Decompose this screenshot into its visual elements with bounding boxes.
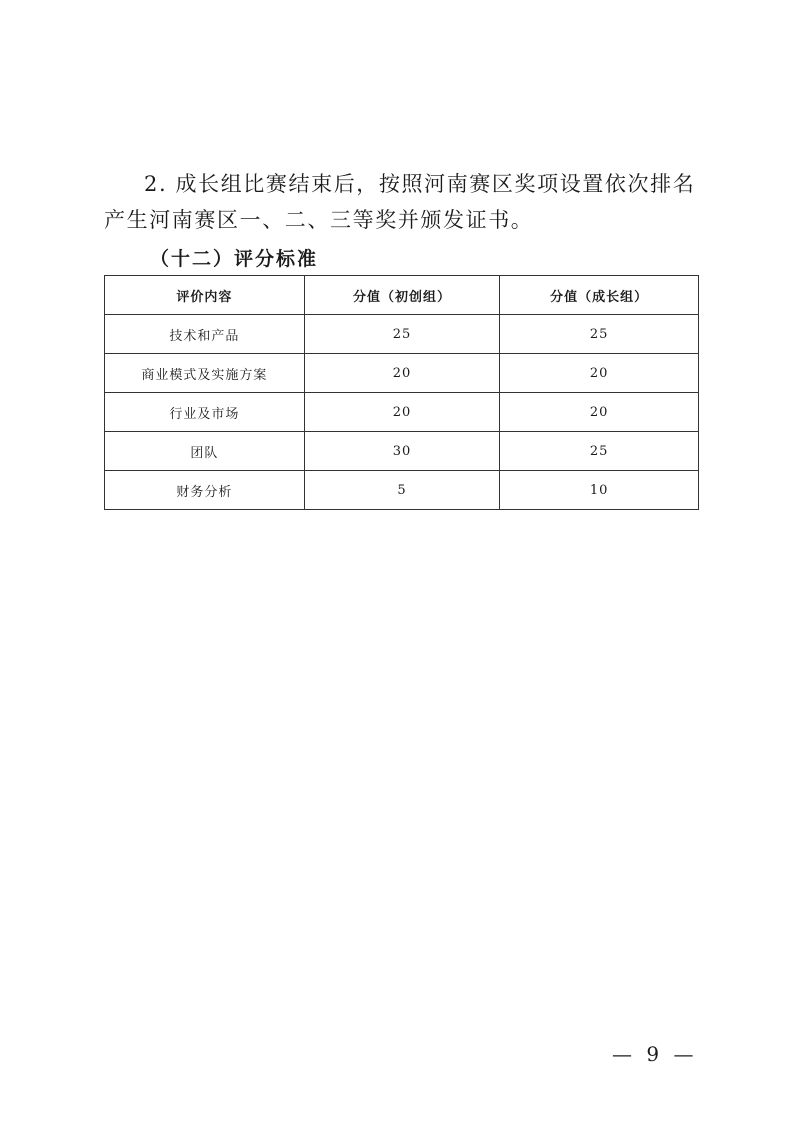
page-number: — 9 — [612, 1042, 698, 1066]
body-paragraph-text: 2. 成长组比赛结束后，按照河南赛区奖项设置依次排名产生河南赛区一、二、三等奖并颁发证书。 [104, 172, 696, 232]
table-row [105, 354, 699, 393]
criteria-cell: 商业模式及实施方案 [105, 354, 305, 393]
column-header-criteria: 评价内容 [105, 276, 305, 315]
growth-score-cell: 25 [500, 315, 699, 354]
body-paragraph [104, 166, 704, 238]
scoring-table [104, 275, 699, 510]
startup-score-cell: 30 [304, 432, 500, 471]
table-row [105, 393, 699, 432]
growth-score-cell: 20 [500, 354, 699, 393]
growth-score-cell: 20 [500, 393, 699, 432]
table-header-row [105, 276, 699, 315]
growth-score-cell: 10 [500, 471, 699, 510]
column-header-startup-score: 分值（初创组） [304, 276, 500, 315]
column-header-growth-score: 分值（成长组） [500, 276, 699, 315]
table-row [105, 315, 699, 354]
table-row [105, 471, 699, 510]
startup-score-cell: 20 [304, 393, 500, 432]
criteria-cell: 行业及市场 [105, 393, 305, 432]
criteria-cell: 技术和产品 [105, 315, 305, 354]
startup-score-cell: 5 [304, 471, 500, 510]
growth-score-cell: 25 [500, 432, 699, 471]
startup-score-cell: 25 [304, 315, 500, 354]
criteria-cell: 财务分析 [105, 471, 305, 510]
startup-score-cell: 20 [304, 354, 500, 393]
table-row [105, 432, 699, 471]
criteria-cell: 团队 [105, 432, 305, 471]
section-heading: （十二）评分标准 [150, 248, 319, 270]
